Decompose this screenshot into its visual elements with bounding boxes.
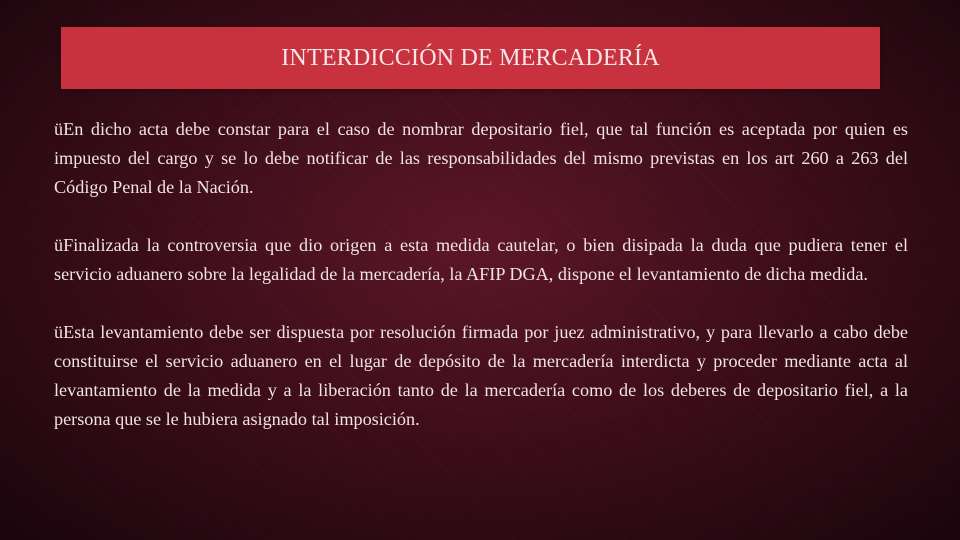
checkmark-icon: ü — [54, 322, 64, 342]
checkmark-icon: ü — [54, 119, 64, 139]
slide-body — [54, 115, 908, 434]
paragraph-text-3: Esta levantamiento debe ser dispuesta por resolución firmada por juez administrativo, y para llevarlo a cabo debe constituirse el servicio aduanero en el lugar de depósito de la mercadería interdicta y proceder mediante acta al levantamiento de la medida y a la liberación tanto de la mercadería como de los deberes de depositario fiel, a la persona que se le hubiera asignado tal imposición. — [54, 322, 908, 429]
paragraph-text-2: Finalizada la controversia que dio origen a esta medida cautelar, o bien disipada la duda que pudiera tener el servicio aduanero sobre la legalidad de la mercadería, la AFIP DGA, dispone el levantamiento de dicha medida. — [54, 235, 908, 284]
bullet-paragraph-3 — [54, 318, 908, 434]
checkmark-icon: ü — [54, 235, 64, 255]
title-banner — [61, 27, 880, 89]
slide-title: INTERDICCIÓN DE MERCADERÍA — [281, 44, 660, 71]
paragraph-text-1: En dicho acta debe constar para el caso de nombrar depositario fiel, que tal función es aceptada por quien es impuesto del cargo y se lo debe notificar de las responsabilidades del mismo previstas en los art 260 a 263 del Código Penal de la Nación. — [54, 119, 908, 197]
bullet-paragraph-2 — [54, 231, 908, 289]
bullet-paragraph-1 — [54, 115, 908, 202]
